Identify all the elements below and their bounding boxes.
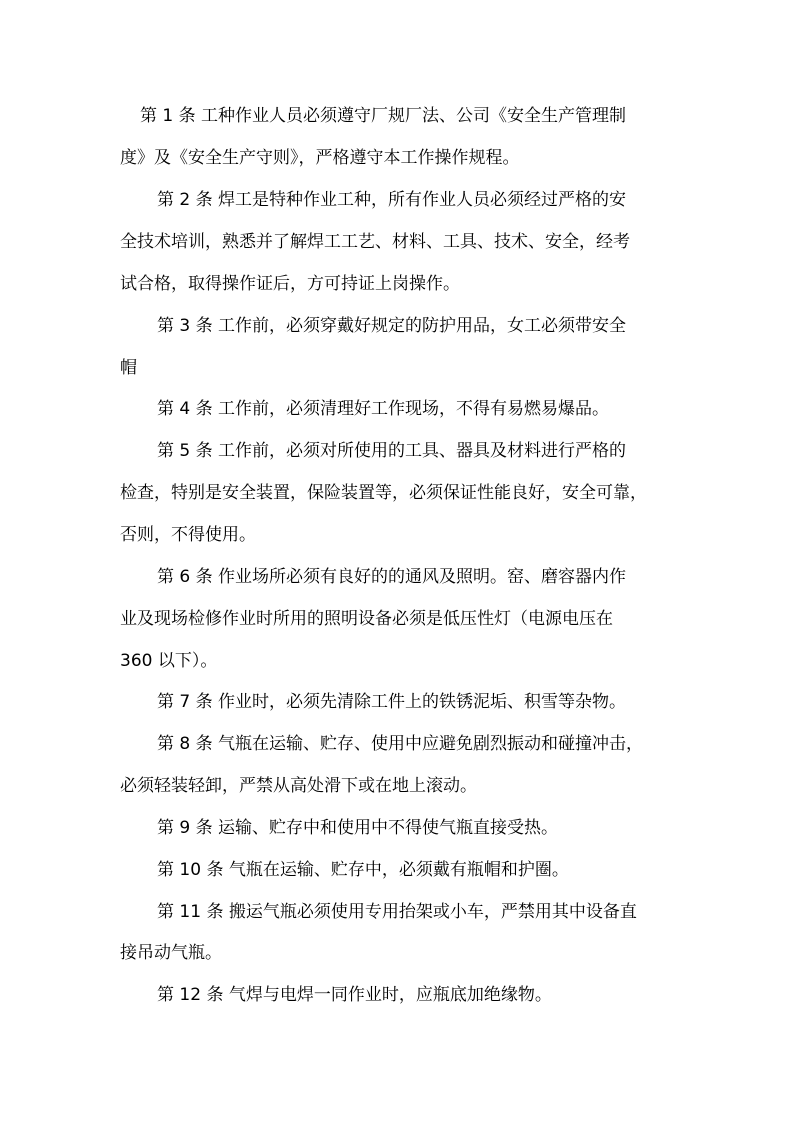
- text-line: 第 9 条 运输、贮存中和使用中不得使气瓶直接受热。: [157, 818, 559, 838]
- text-line: 第 4 条 工作前，必须清理好工作现场，不得有易燃易爆品。: [157, 399, 610, 419]
- text-line: 接吊动气瓶。: [120, 943, 222, 963]
- text-line: 业及现场检修作业时所用的照明设备必须是低压性灯（电源电压在: [120, 609, 613, 629]
- text-line: 第 3 条 工作前，必须穿戴好规定的防护用品，女工必须带安全: [157, 316, 627, 336]
- text-line: 否则，不得使用。: [120, 525, 256, 545]
- text-line: 第 10 条 气瓶在运输、贮存中，必须戴有瓶帽和护圈。: [157, 860, 569, 880]
- text-line: 360 以下）。: [120, 651, 218, 671]
- text-line: 第 5 条 工作前，必须对所使用的工具、器具及材料进行严格的: [157, 441, 627, 461]
- text-line: 试合格，取得操作证后，方可持证上岗操作。: [120, 274, 460, 294]
- text-line: 必须轻装轻卸，严禁从高处滑下或在地上滚动。: [120, 776, 477, 796]
- text-line: 全技术培训，熟悉并了解焊工工艺、材料、工具、技术、安全，经考: [120, 232, 630, 252]
- text-line: 第 1 条 工种作业人员必须遵守厂规厂法、公司《安全生产管理制: [140, 106, 627, 126]
- text-line: 第 12 条 气焊与电焊一同作业时，应瓶底加绝缘物。: [157, 985, 552, 1005]
- text-line: 检查，特别是安全装置，保险装置等，必须保证性能良好，安全可靠，: [120, 483, 647, 503]
- text-line: 第 11 条 搬运气瓶必须使用专用抬架或小车，严禁用其中设备直: [157, 902, 637, 922]
- text-line: 第 6 条 作业场所必须有良好的的通风及照明。窑、磨容器内作: [157, 567, 627, 587]
- text-line: 度》及《安全生产守则》，严格遵守本工作操作规程。: [120, 148, 520, 168]
- text-line: 帽: [120, 358, 137, 378]
- text-line: 第 7 条 作业时，必须先清除工件上的铁锈泥垢、积雪等杂物。: [157, 692, 627, 712]
- text-line: 第 2 条 焊工是特种作业工种，所有作业人员必须经过严格的安: [157, 190, 627, 210]
- text-line: 第 8 条 气瓶在运输、贮存、使用中应避免剧烈振动和碰撞冲击，: [157, 734, 644, 754]
